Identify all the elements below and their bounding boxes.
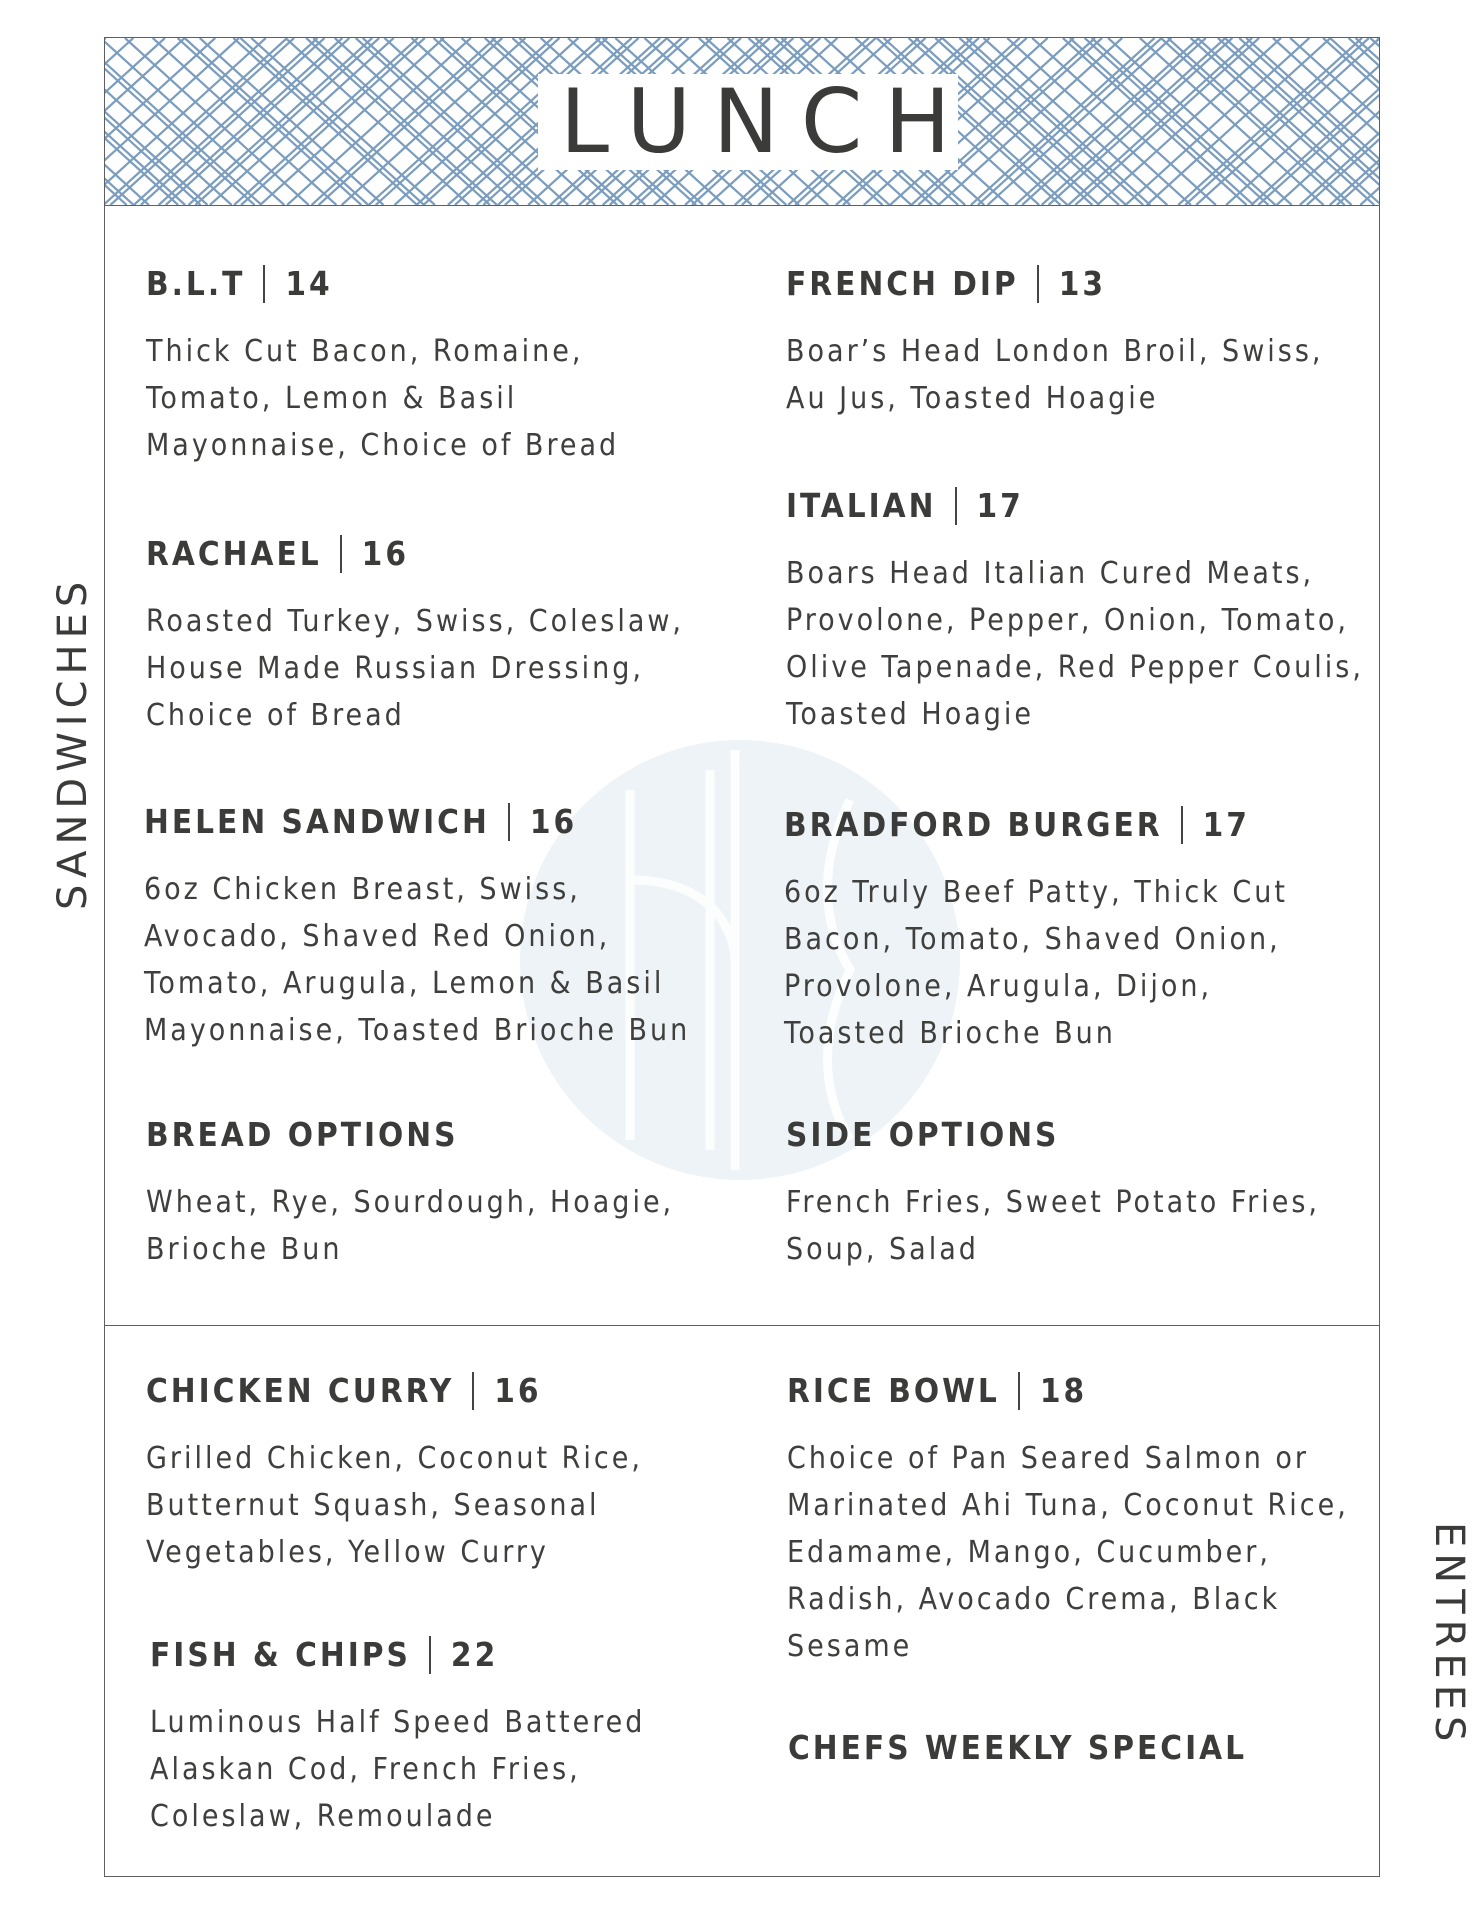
item-price: 13 <box>1058 264 1107 303</box>
plaid-line <box>1085 38 1269 205</box>
item-heading: BREAD OPTIONS <box>146 1115 459 1154</box>
description-line: Thick Cut Bacon, Romaine, <box>146 334 584 369</box>
item-price: 17 <box>1202 805 1250 844</box>
price-separator <box>1037 265 1039 303</box>
item-name: FRENCH DIP <box>786 264 1019 303</box>
chefs-weekly-special <box>788 1726 1358 1770</box>
description-line: Vegetables, Yellow Curry <box>146 1535 549 1570</box>
price-separator <box>1018 1372 1020 1410</box>
description-line: 6oz Truly Beef Patty, Thick Cut <box>784 875 1288 910</box>
description-line: Choice of Bread <box>146 698 405 733</box>
item-description <box>144 866 714 1054</box>
item-description <box>146 1435 716 1576</box>
item-description <box>787 1435 1357 1670</box>
description-line: Edamame, Mango, Cucumber, <box>787 1535 1271 1570</box>
description-line: House Made Russian Dressing, <box>146 651 644 686</box>
plaid-line <box>342 38 526 205</box>
menu-item-fish-and-chips <box>150 1633 720 1840</box>
section-label-entrees: ENTREES <box>1426 1522 1472 1748</box>
description-line: Alaskan Cod, French Fries, <box>150 1752 581 1787</box>
item-heading <box>787 1369 1357 1413</box>
page-title: LUNCH <box>560 70 973 173</box>
item-price: 14 <box>285 264 333 303</box>
price-separator <box>955 487 957 525</box>
description-line: Boars Head Italian Cured Meats, <box>786 556 1315 591</box>
header-banner <box>105 38 1379 206</box>
item-heading <box>784 803 1354 847</box>
description-line: Wheat, Rye, Sourdough, Hoagie, <box>146 1185 675 1220</box>
description-line: 6oz Chicken Breast, Swiss, <box>144 872 581 907</box>
item-description <box>146 328 716 469</box>
plaid-line <box>988 38 1172 205</box>
description-line: Bacon, Tomato, Shaved Onion, <box>784 922 1281 957</box>
description-line: Mayonnaise, Choice of Bread <box>146 428 620 463</box>
description-line: Olive Tapenade, Red Pepper Coulis, <box>786 650 1364 685</box>
item-heading: SIDE OPTIONS <box>786 1115 1060 1154</box>
menu-item-french-dip <box>786 262 1356 422</box>
item-name: HELEN SANDWICH <box>144 802 490 841</box>
description-line: Brioche Bun <box>146 1232 343 1267</box>
item-price: 16 <box>361 534 409 573</box>
price-separator <box>263 265 265 303</box>
description-line: Grilled Chicken, Coconut Rice, <box>146 1441 643 1476</box>
item-name: RICE BOWL <box>787 1371 1000 1410</box>
item-description <box>786 550 1364 738</box>
description-line: Marinated Ahi Tuna, Coconut Rice, <box>787 1488 1349 1523</box>
item-description <box>150 1699 720 1840</box>
item-heading: CHEFS WEEKLY SPECIAL <box>788 1728 1247 1767</box>
price-separator <box>429 1636 431 1674</box>
plaid-line <box>1168 38 1352 205</box>
item-price: 22 <box>450 1635 499 1674</box>
item-heading <box>786 484 1356 528</box>
item-price: 18 <box>1039 1371 1088 1410</box>
item-name: FISH & CHIPS <box>150 1635 411 1674</box>
item-description <box>146 1179 716 1273</box>
item-name: BRADFORD BURGER <box>784 805 1163 844</box>
section-label-sandwiches: SANDWICHES <box>50 575 96 910</box>
description-line: Luminous Half Speed Battered <box>150 1705 646 1740</box>
plaid-line <box>1185 38 1369 205</box>
description-line: Coleslaw, Remoulade <box>150 1799 496 1834</box>
plaid-line <box>105 38 287 205</box>
side-options <box>786 1113 1356 1273</box>
price-separator <box>1181 806 1183 844</box>
description-line: French Fries, Sweet Potato Fries, <box>786 1185 1320 1220</box>
item-name: CHICKEN CURRY <box>146 1371 455 1410</box>
menu-item-chicken-curry <box>146 1369 716 1576</box>
description-line: Toasted Hoagie <box>786 697 1034 732</box>
item-price: 16 <box>529 802 578 841</box>
price-separator <box>472 1372 474 1410</box>
description-line: Mayonnaise, Toasted Brioche Bun <box>144 1013 691 1048</box>
price-separator <box>508 803 510 841</box>
description-line: Choice of Pan Seared Salmon or <box>787 1441 1309 1476</box>
bread-options <box>146 1113 716 1273</box>
description-line: Toasted Brioche Bun <box>784 1016 1116 1051</box>
plaid-line <box>1092 38 1276 205</box>
description-line: Provolone, Arugula, Dijon, <box>784 969 1213 1004</box>
description-line: Soup, Salad <box>786 1232 979 1267</box>
item-name: B.L.T <box>146 264 246 303</box>
item-description <box>146 598 716 739</box>
menu-item-rice-bowl <box>787 1369 1357 1670</box>
plaid-line <box>335 38 519 205</box>
description-line: Avocado, Shaved Red Onion, <box>144 919 611 954</box>
item-heading <box>150 1633 720 1677</box>
menu-item-helen-sandwich <box>144 800 714 1054</box>
item-description <box>786 1179 1356 1273</box>
item-heading <box>146 262 716 306</box>
description-line: Radish, Avocado Crema, Black <box>787 1582 1281 1617</box>
menu-item-rachael <box>146 532 716 739</box>
section-divider <box>105 1325 1379 1326</box>
item-description <box>786 328 1356 422</box>
item-heading <box>146 1369 716 1413</box>
description-line: Tomato, Arugula, Lemon & Basil <box>144 966 665 1001</box>
menu-item-italian <box>786 484 1364 738</box>
item-description <box>784 869 1354 1057</box>
item-name: RACHAEL <box>146 534 322 573</box>
item-heading <box>146 532 716 576</box>
item-price: 16 <box>494 1371 542 1410</box>
description-line: Butternut Squash, Seasonal <box>146 1488 600 1523</box>
description-line: Sesame <box>787 1629 913 1664</box>
item-price: 17 <box>976 486 1024 525</box>
item-heading <box>144 800 714 844</box>
item-heading <box>786 262 1356 306</box>
description-line: Provolone, Pepper, Onion, Tomato, <box>786 603 1349 638</box>
menu-item-blt <box>146 262 716 469</box>
description-line: Tomato, Lemon & Basil <box>146 381 518 416</box>
description-line: Boar’s Head London Broil, Swiss, <box>786 334 1324 369</box>
menu-item-bradford-burger <box>784 803 1354 1057</box>
item-name: ITALIAN <box>786 486 937 525</box>
price-separator <box>340 535 342 573</box>
plaid-line <box>1015 38 1199 205</box>
description-line: Roasted Turkey, Swiss, Coleslaw, <box>146 604 685 639</box>
description-line: Au Jus, Toasted Hoagie <box>786 381 1159 416</box>
title-box <box>538 70 973 173</box>
